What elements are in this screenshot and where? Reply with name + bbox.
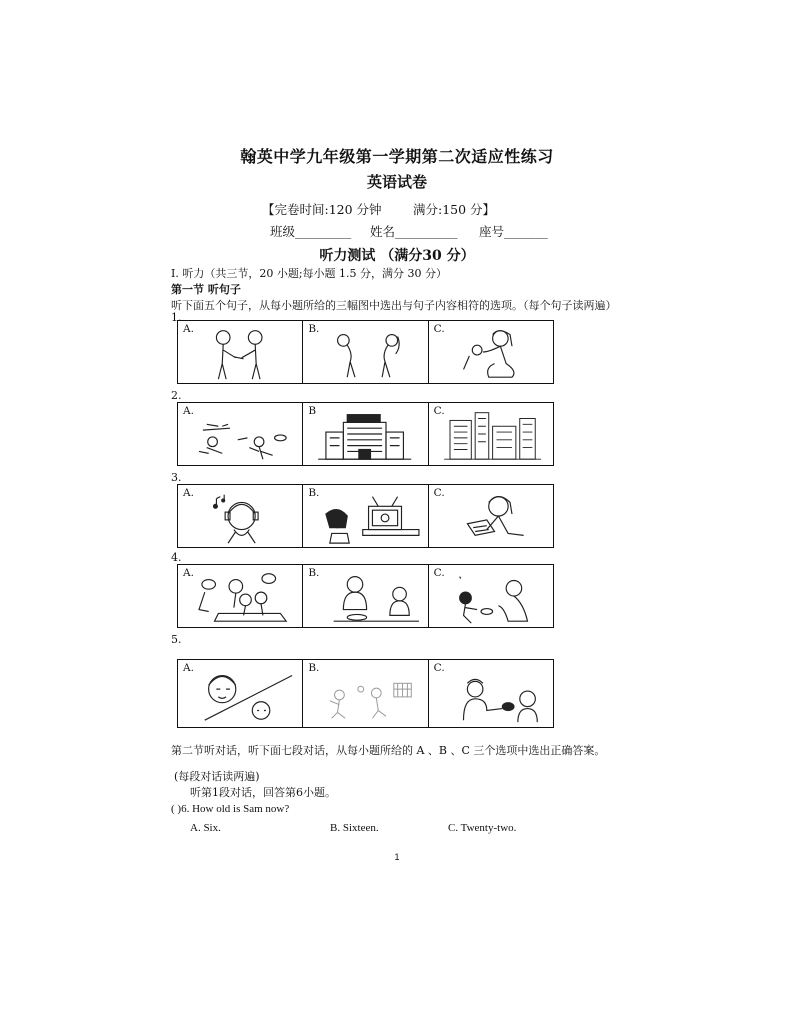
- family-helping-homework-icon: [178, 565, 302, 627]
- big-building-icon: [303, 403, 427, 465]
- option-label: B.: [308, 323, 320, 335]
- score-info: 满分:150 分】: [413, 202, 496, 217]
- option-1b[interactable]: [303, 321, 428, 383]
- option-1a[interactable]: [178, 321, 303, 383]
- handshake-scene-icon: [178, 321, 302, 383]
- q6-option-a[interactable]: A. Six.: [190, 822, 221, 834]
- part-intro: I. 听力（共三节，20 小题;每小题 1.5 分，满分 30 分）: [171, 267, 448, 280]
- option-3c[interactable]: [429, 485, 553, 547]
- option-label: C.: [433, 567, 445, 579]
- option-label: A.: [183, 567, 194, 579]
- girl-with-headphones-icon: [178, 485, 302, 547]
- man-and-boy-playing-icon: [429, 565, 553, 627]
- mother-baby-scene-icon: [429, 321, 553, 383]
- option-2a[interactable]: [178, 403, 303, 465]
- exam-title: 翰英中学九年级第一学期第二次适应性练习: [240, 147, 554, 166]
- girl-reading-book-icon: [429, 485, 553, 547]
- question-number-1: 1.: [171, 311, 182, 324]
- kids-playing-ball-icon: [303, 660, 427, 727]
- question-number-2: 2.: [171, 389, 182, 402]
- seat-field: 座号_______: [479, 224, 548, 239]
- option-label: B.: [308, 487, 320, 499]
- picture-grid-1: [177, 320, 554, 384]
- picture-grid-3: [177, 484, 554, 548]
- picture-grid-4: [177, 564, 554, 628]
- option-3b[interactable]: [303, 485, 428, 547]
- option-label: B: [308, 405, 317, 417]
- name-field: 姓名__________: [370, 224, 458, 239]
- girl-watching-tv-icon: [303, 485, 427, 547]
- section2-note: (每段对话读两遍): [174, 770, 260, 783]
- option-2b[interactable]: [303, 403, 428, 465]
- question-number-5: 5.: [171, 633, 182, 646]
- option-label: C.: [433, 487, 445, 499]
- class-field: 班级_________: [270, 224, 352, 239]
- dialogue1-note: 听第1段对话，回答第6小题。: [190, 786, 336, 799]
- option-label: B.: [308, 662, 320, 674]
- picture-grid-5: [177, 659, 554, 728]
- listening-section-title: 听力测试 （满分30 分）: [319, 248, 475, 264]
- time-info: 【完卷时间:120 分钟: [262, 202, 382, 217]
- option-5a[interactable]: [178, 660, 303, 727]
- section2-instruction: 第二节听对话，听下面七段对话，从每小题所给的 A 、B 、C 三个选项中选出正确答案。: [171, 744, 606, 757]
- option-4b[interactable]: [303, 565, 428, 627]
- option-2c[interactable]: [429, 403, 553, 465]
- question-number-4: 4.: [171, 551, 182, 564]
- option-label: C.: [433, 405, 445, 417]
- question-6: ( )6. How old is Sam now?: [171, 803, 290, 815]
- option-3a[interactable]: [178, 485, 303, 547]
- question-number-3: 3.: [171, 471, 182, 484]
- option-label: C.: [433, 662, 445, 674]
- old-city-buildings-icon: [429, 403, 553, 465]
- option-label: A.: [183, 323, 194, 335]
- option-label: A.: [183, 487, 194, 499]
- picture-grid-2: [177, 402, 554, 466]
- option-label: A.: [183, 405, 194, 417]
- man-and-boy-eating-icon: [303, 565, 427, 627]
- exam-subtitle: 英语试卷: [366, 173, 427, 191]
- option-label: C.: [433, 323, 445, 335]
- reporter-interview-icon: [429, 660, 553, 727]
- q6-option-b[interactable]: B. Sixteen.: [330, 822, 379, 834]
- option-4c[interactable]: [429, 565, 553, 627]
- option-1c[interactable]: [429, 321, 553, 383]
- option-4a[interactable]: [178, 565, 303, 627]
- bowing-scene-icon: [303, 321, 427, 383]
- page-number: 1: [394, 852, 400, 862]
- option-5c[interactable]: [429, 660, 553, 727]
- woman-and-child-icon: [178, 660, 302, 727]
- option-label: B.: [308, 567, 320, 579]
- q6-option-c[interactable]: C. Twenty-two.: [448, 822, 517, 834]
- people-falling-scene-icon: [178, 403, 302, 465]
- section1-instruction: 听下面五个句子，从每小题所给的三幅图中选出与句子内容相符的选项。（每个句子读两遍）: [171, 299, 617, 312]
- section1-title: 第一节 听句子: [171, 283, 241, 296]
- option-label: A.: [183, 662, 194, 674]
- option-5b[interactable]: [303, 660, 428, 727]
